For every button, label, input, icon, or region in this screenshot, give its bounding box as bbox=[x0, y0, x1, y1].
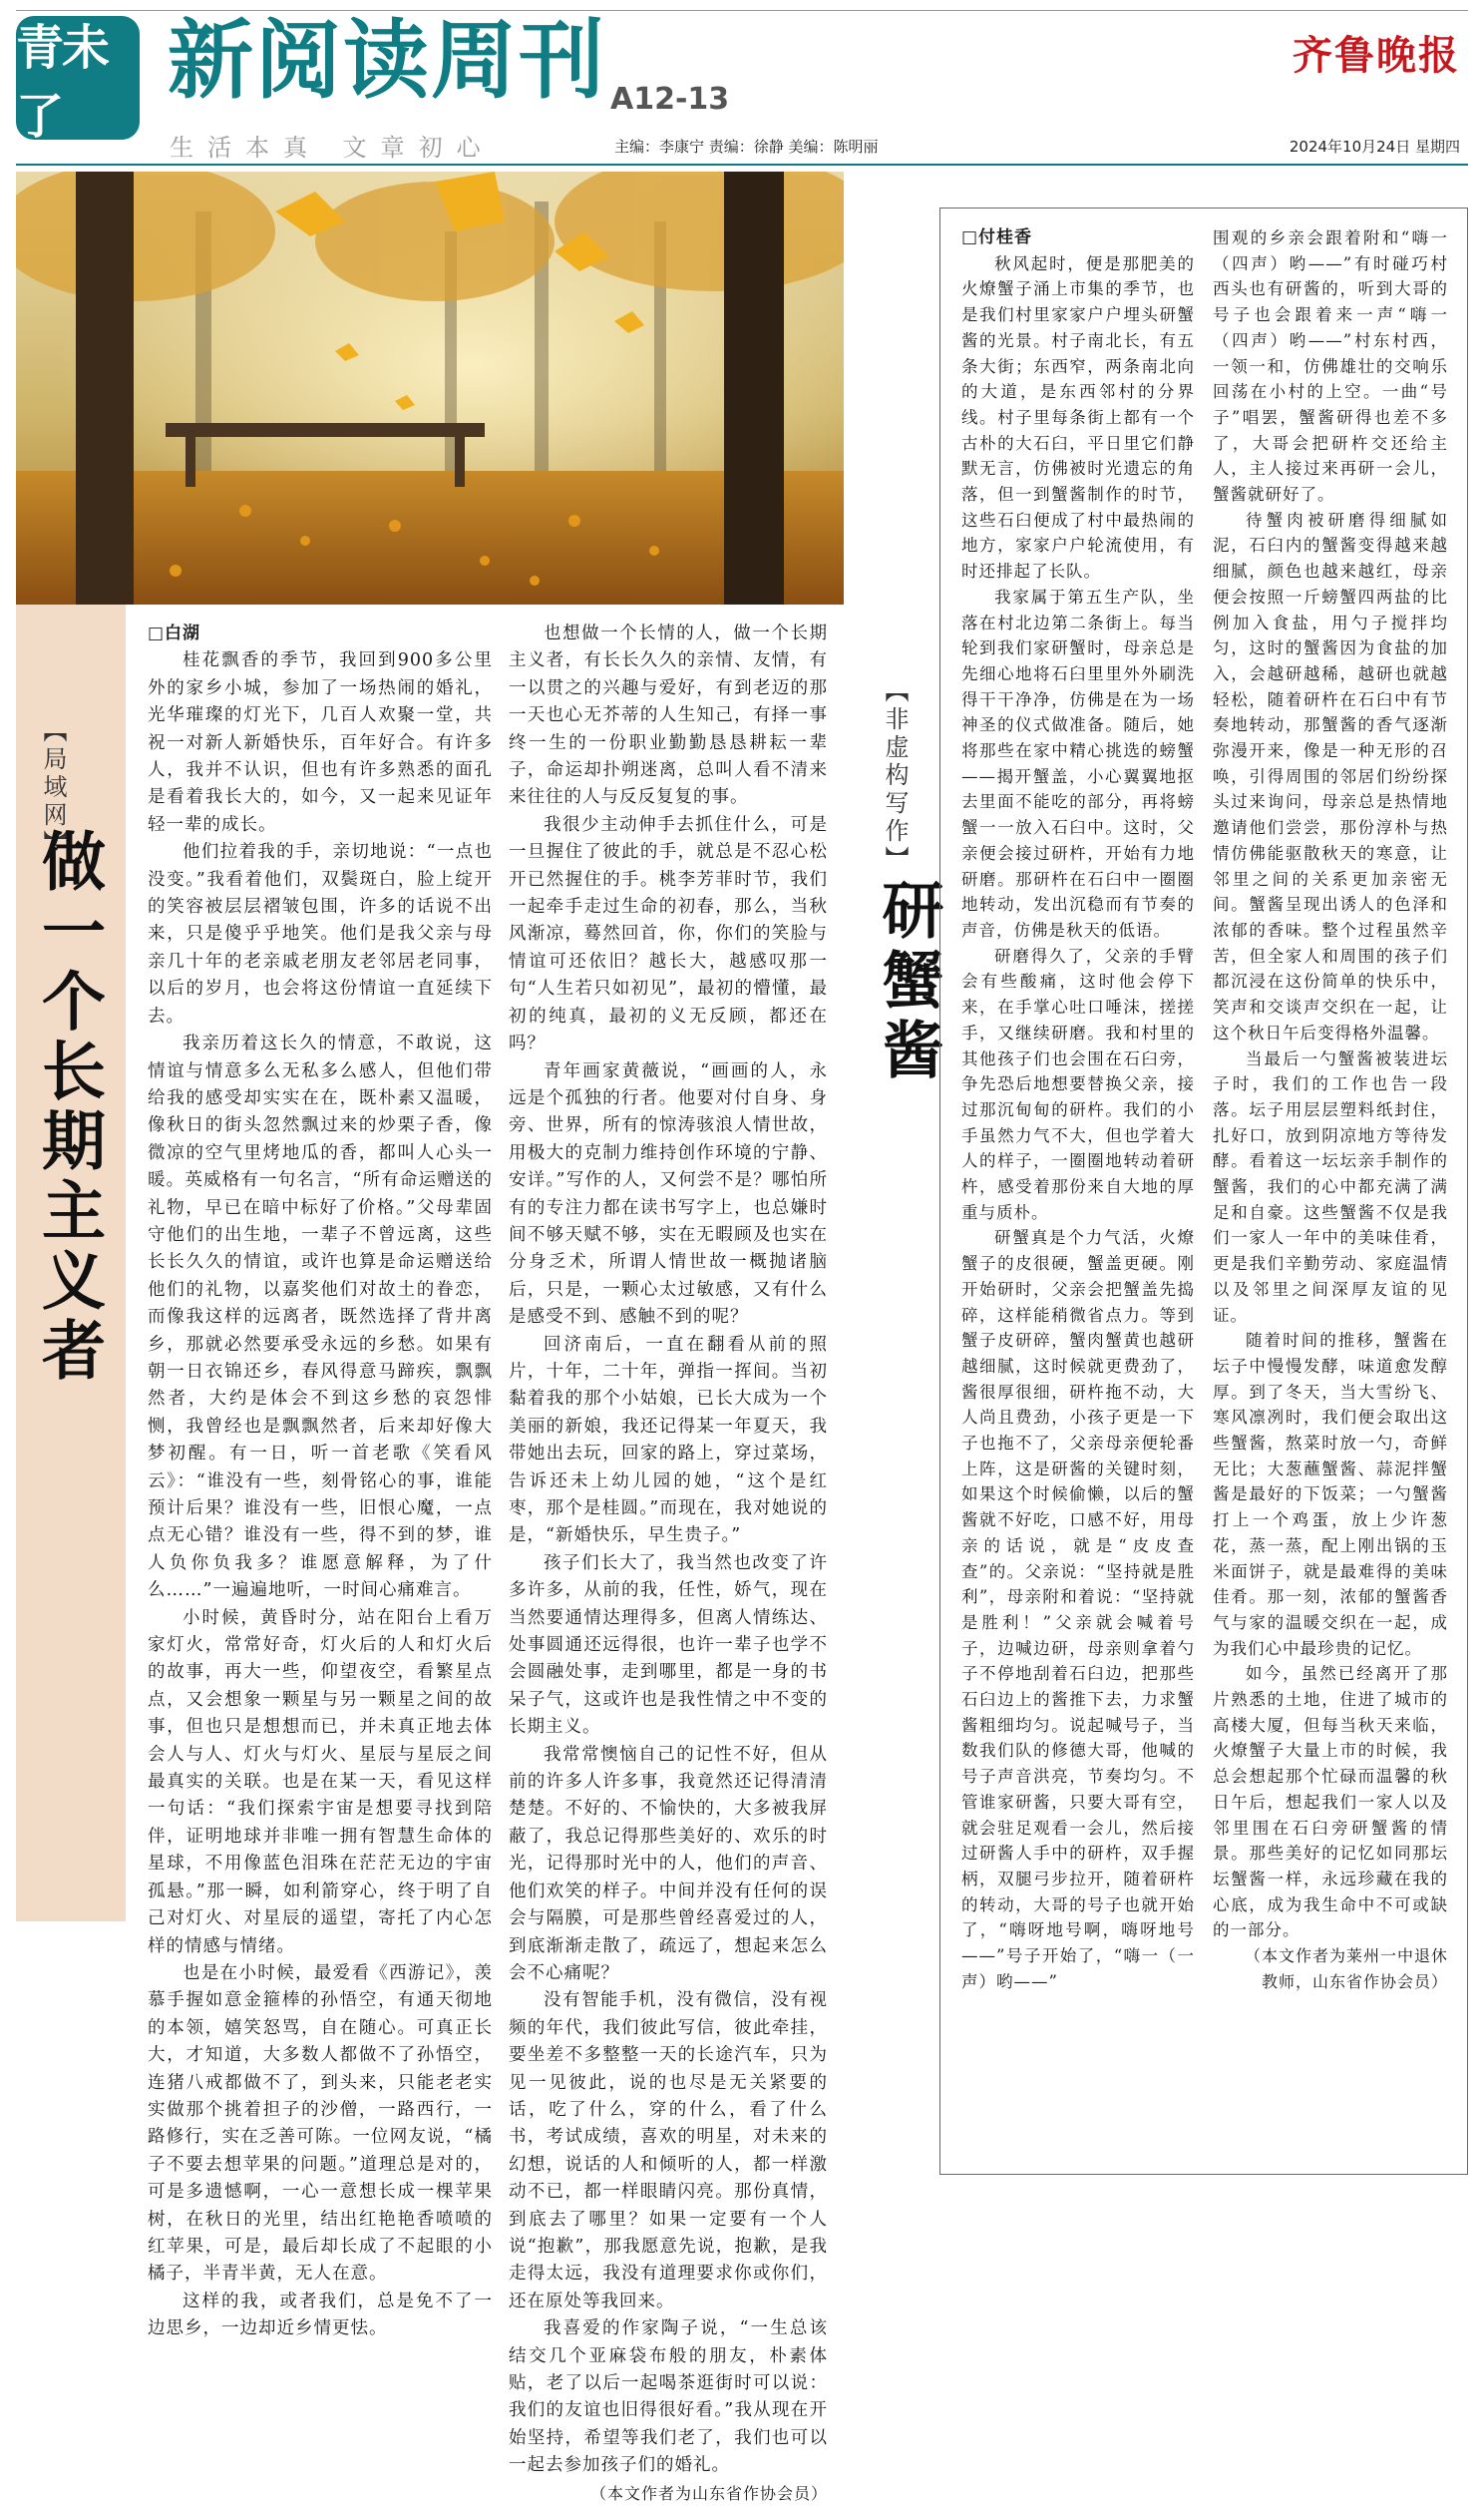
right-byline: □付桂香 bbox=[961, 227, 1033, 247]
paragraph: 也是在小时候，最爱看《西游记》，羡慕手握如意金箍棒的孙悟空，有通天彻地的本领，嬉笑怒骂，自在随心。可真正长大，才知道，大多数人都做不了孙悟空，连猪八戒都做不了，到头来，只能老老实实做那个挑着担子的沙僧，一路西行，一路修行，实在乏善可陈。一位网友说，“橘子不要去想苹果的问题。”道理总是对的，可是多遗憾啊，一心一意想长成一棵苹果树，在秋日的光里，结出红艳艳香喷喷的红苹果，可是，最后却长成了不起眼的小橘子，半青半黄，无人在意。 bbox=[148, 1962, 493, 2285]
paragraph: 如今，虽然已经离开了那片熟悉的土地，住进了城市的高楼大厦，但每当秋天来临，火燎蟹子大量上市的时候，我总会想起那个忙碌而温馨的秋日午后，想起我们一家人以及邻里围在石臼旁研蟹酱的情景。那些美好的记忆如同那坛坛蟹酱一样，永远珍藏在我的心底，成为我生命中不可或缺的一部分。 bbox=[1213, 1664, 1448, 1940]
right-article-title: 研蟹酱 bbox=[872, 878, 944, 1087]
paragraph: 我家属于第五生产队，坐落在村北边第二条街上。每当轮到我们家研蟹时，母亲总是先细心地将石臼里里外外刷洗得干干净净，仿佛是在为一场神圣的仪式做准备。随后，她将那些在家中精心挑选的螃蟹——揭开蟹盖，小心翼翼地抠去里面不能吃的部分，再将螃蟹一一放入石臼中。这时，父亲便会接过研杵，开始有力地研磨。那研杵在石臼中一圈圈地转动，发出沉稳而有节奏的声音，仿佛是秋天的低语。 bbox=[961, 587, 1195, 940]
page-code: A12-13 bbox=[610, 82, 730, 117]
autumn-park-photo bbox=[16, 172, 844, 605]
paragraph: 随着时间的推移，蟹酱在坛子中慢慢发酵，味道愈发醇厚。到了冬天，当大雪纷飞、寒风凛冽时，我们便会取出这些蟹酱，熬菜时放一勺，奇鲜无比；大葱蘸蟹酱、蒜泥拌蟹酱是最好的下饭菜；一勺蟹酱打上一个鸡蛋，放上少许葱花，蒸一蒸，配上刚出锅的玉米面饼子，就是最难得的美味佳肴。那一刻，浓郁的蟹酱香气与家的温暖交织在一起，成为我们心中最珍贵的记忆。 bbox=[1213, 1331, 1448, 1658]
left-column-tag: 【局域网】 bbox=[39, 718, 67, 858]
left-author-note: （本文作者为山东省作协会员） bbox=[589, 2483, 828, 2503]
editor-credits: 主编：李康宁 责编：徐静 美编：陈明丽 bbox=[614, 138, 879, 156]
paragraph: 我喜爱的作家陶子说，“一生总该结交几个亚麻袋布般的朋友，朴素体贴，老了以后一起喝茶逛街时可以说：我们的友谊也旧得很好看。”我从现在开始坚持，希望等我们老了，我们也可以一起去参加孩子们的婚礼。 bbox=[509, 2318, 828, 2476]
paragraph: 待蟹肉被研磨得细腻如泥，石臼内的蟹酱变得越来越细腻，颜色也越来越红，母亲便会按照一斤螃蟹四两盐的比例加入食盐，用勺子搅拌均匀，这时的蟹酱因为食盐的加入，会越研越稀，越研也就越轻松，随着研杵在石臼中有节奏地转动，那蟹酱的香气逐渐弥漫开来，像是一种无形的召唤，引得周围的邻居们纷纷探头过来询问，母亲总是热情地邀请他们尝尝，那份淳朴与热情仿佛能驱散秋天的寒意，让邻里之间的关系更加亲密无间。蟹酱呈现出诱人的色泽和浓郁的香味。整个过程虽然辛苦，但全家人和周围的孩子们都沉浸在这份简单的快乐中，笑声和交谈声交织在一起，让这个秋日午后变得格外温馨。 bbox=[1213, 510, 1448, 1043]
paragraph: 孩子们长大了，我当然也改变了许多许多，从前的我，任性，娇气，现在当然要通情达理得多，但离人情练达、处事圆通还远得很，也许一辈子也学不会圆融处事，走到哪里，都是一身的书呆子气，这或许也是我性情之中不变的长期主义。 bbox=[509, 1552, 828, 1738]
paragraph: 研蟹真是个力气活，火燎蟹子的皮很硬，蟹盖更硬。刚开始研时，父亲会把蟹盖先捣碎，这样能稍微省点力。等到蟹子皮研碎，蟹肉蟹黄也越研越细腻，这时候就更费劲了，酱很厚很细，研杵拖不动，大人尚且费劲，小孩子更是一下子也拖不了，父亲母亲便轮番上阵，这是研酱的关键时刻，如果这个时候偷懒，以后的蟹酱就不好吃，口感不好，用母亲的话说，就是“皮皮查查”的。父亲说：“坚持就是胜利”，母亲附和着说：“坚持就是胜利！”父亲就会喊着号子，边喊边研，母亲则拿着勺子不停地刮着石臼边，把那些石臼边上的酱推下去，力求蟹酱粗细均匀。说起喊号子，当数我们队的修德大哥，他喊的号子声音洪亮，节奏均匀。不管谁家研酱，只要大哥有空，就会驻足观看一会儿，然后接过研酱人手中的研杵，双手握柄，双腿弓步拉开，随着研杵的转动，大哥的号子也就开始了，“嗨呀地号啊，嗨呀地号——”号子开始了，“嗨一（一声）哟——” bbox=[961, 1228, 1195, 1991]
right-article-col-1 bbox=[961, 225, 1195, 1995]
slogan: 生活本真 文章初心 bbox=[170, 134, 495, 162]
paragraph: 我很少主动伸手去抓住什么，可是一旦握住了彼此的手，就总是不忍心松开已然握住的手。桃李芳菲时节，我们一起牵手走过生命的初春，那么，当秋风渐凉，蓦然回首，你，你们的笑脸与情谊可还依旧？越长大，越感叹那一句“人生若只如初见”，最初的懵懂，最初的纯真，最初的义无反顾，都还在吗？ bbox=[509, 814, 828, 1054]
right-column-tag: 【非虚构写作】 bbox=[881, 678, 909, 874]
paragraph: 回济南后，一直在翻看从前的照片，十年，二十年，弹指一挥间。当初黏着我的那个小姑娘，已长大成为一个美丽的新娘，我还记得某一年夏天，我带她出去玩，回家的路上，穿过菜场，告诉还未上幼儿园的她，“这个是红枣，那个是桂圆。”而现在，我对她说的是，“新婚快乐，早生贵子。” bbox=[509, 1334, 828, 1546]
paragraph: 我常常懊恼自己的记性不好，但从前的许多人许多事，我竟然还记得清清楚楚。不好的、不愉快的，大多被我屏蔽了，我总记得那些美好的、欢乐的时光，记得那时光中的人，他们的声音、他们欢笑的样子。中间并没有任何的误会与隔膜，可是那些曾经喜爱过的人，到底渐渐走散了，疏远了，想起来怎么会不心痛呢？ bbox=[509, 1744, 828, 1983]
issue-date: 2024年10月24日 星期四 bbox=[1289, 138, 1460, 156]
paragraph: 秋风起时，便是那肥美的火燎蟹子涌上市集的季节，也是我们村里家家户户埋头研蟹酱的光景。村子南北长，有五条大街；东西窄，两条南北向的大道，是东西邻村的分界线。村子里每条街上都有一个古朴的大石臼，平日里它们静默无言，仿佛被时光遗忘的角落，但一到蟹酱制作的时节，这些石臼便成了村中最热闹的地方，家家户户轮流使用，有时还排起了长队。 bbox=[961, 253, 1195, 582]
autumn-park-illustration bbox=[16, 172, 844, 605]
paragraph: 没有智能手机，没有微信，没有视频的年代，我们彼此写信，彼此牵挂，要坐差不多整整一天的长途汽车，只为见一见彼此，说的也尽是无关紧要的话，吃了什么，穿的什么，看了什么书，考试成绩，喜欢的明星，对未来的幻想，说话的人和倾听的人，都一样激动不已，都一样眼睛闪亮。那份真情，到底去了哪里？如果一定要有一个人说“抱歉”，那我愿意先说，抱歉，是我走得太远，我没有道理要求你或你们，还在原处等我回来。 bbox=[509, 1990, 828, 2311]
paragraph: 当最后一勺蟹酱被装进坛子时，我们的工作也告一段落。坛子用层层塑料纸封住，扎好口，放到阴凉地方等待发酵。看着这一坛坛亲手制作的蟹酱，我们的心中都充满了满足和自豪。这些蟹酱不仅是我们一家人一年中的美味佳肴，更是我们辛勤劳动、家庭温情以及邻里之间深厚友谊的见证。 bbox=[1213, 1048, 1448, 1325]
left-article-col-1 bbox=[148, 621, 493, 2343]
masthead-title: 新阅读周刊 bbox=[168, 11, 606, 111]
right-article-col-2 bbox=[1213, 225, 1448, 1995]
left-byline: □白湖 bbox=[148, 624, 201, 643]
paragraph: 这样的我，或者我们，总是免不了一边思乡，一边却近乡情更怯。 bbox=[148, 2291, 493, 2339]
paragraph: 他们拉着我的手，亲切地说：“一点也没变。”我看着他们，双鬓斑白，脸上绽开的笑容被层层褶皱包围，许多的话说不出来，只是傻乎乎地笑。他们是我父亲与母亲几十年的老亲戚老朋友老邻居老同事，以后的岁月，也会将这份情谊一直延续下去。 bbox=[148, 842, 493, 1027]
paragraph: 围观的乡亲会跟着附和“嗨一（四声）哟——”有时碰巧村西头也有研酱的，听到大哥的号子也会跟着来一声“嗨一（四声）哟——”村东村西，一领一和，仿佛雄壮的交响乐回荡在小村的上空。一曲“号子”唱罢，蟹酱研得也差不多了，大哥会把研杵交还给主人，主人接过来再研一会儿，蟹酱就研好了。 bbox=[1213, 228, 1448, 505]
paragraph: 小时候，黄昏时分，站在阳台上看万家灯火，常常好奇，灯火后的人和灯火后的故事，再大一些，仰望夜空，看繁星点点，又会想象一颗星与另一颗星之间的故事，但也只是想想而已，并未真正地去体会人与人、灯火与灯火、星辰与星辰之间最真实的关联。也是在某一天，看见这样一句话：“我们探索宇宙是想要寻找到陪伴，证明地球并非唯一拥有智慧生命体的星球，不用像蓝色泪珠在茫茫无边的宇宙孤悬。”那一瞬，如利箭穿心，终于明了自己对灯火、对星辰的遥望，寄托了内心怎样的情感与情绪。 bbox=[148, 1607, 493, 1956]
left-article-col-2 bbox=[509, 621, 828, 2507]
paragraph: 研磨得久了，父亲的手臂会有些酸痛，这时他会停下来，在手掌心吐口唾沫，搓搓手，又继续研磨。我和村里的其他孩子们也会围在石臼旁，争先恐后地想要替换父亲，接过那沉甸甸的研杵。我们的小手虽然力气不大，但也学着大人的样子，一圈圈地转动着研杵，感受着那份来自大地的厚重与质朴。 bbox=[961, 946, 1195, 1222]
newspaper-logo: 齐鲁晚报 bbox=[1293, 32, 1460, 79]
left-article-title: 做一个长期主义者 bbox=[31, 828, 105, 1387]
header-rule bbox=[16, 164, 1468, 166]
logo-text: 青未了 bbox=[16, 20, 109, 145]
paragraph: 我亲历着这长久的情意，不敢说，这情谊与情意多么无私多么感人，但他们带给我的感受却实实在在，既朴素又温暖，像秋日的街头忽然飘过来的炒栗子香，像微凉的空气里烤地瓜的香，都叫人心头一暖。英威格有一句名言，“所有命运赠送的礼物，早已在暗中标好了价格。”父母辈固守他们的出生地，一辈子不曾远离，这些长长久久的情谊，或许也算是命运赠送给他们的礼物，以嘉奖他们对故土的眷恋，而像我这样的远离者，既然选择了背井离乡，那就必然要承受永远的乡愁。如果有朝一日衣锦还乡，春风得意马蹄疾，飘飘然者，大约是体会不到这乡愁的哀怨悱恻，我曾经也是飘飘然者，后来却好像大梦初醒。有一日，听一首老歌《笑看风云》：“谁没有一些，刻骨铭心的事，谁能预计后果？谁没有一些，旧恨心魔，一点点无心错？谁没有一些，得不到的梦，谁人负你负我多？谁愿意解释，为了什么……”一遍遍地听，一时间心痛难言。 bbox=[148, 1034, 493, 1601]
paragraph: 也想做一个长情的人，做一个长期主义者，有长长久久的亲情、友情，有一以贯之的兴趣与爱好，有到老迈的那一天也心无芥蒂的人生知己，有择一事终一生的一份职业勤勤恳恳耕耘一辈子，命运却扑朔迷离，总叫人看不清来来往往的人与反反复复的事。 bbox=[509, 624, 828, 808]
logo-badge bbox=[16, 16, 140, 145]
right-author-note: （本文作者为莱州一中退休教师，山东省作协会员） bbox=[1245, 1946, 1449, 1991]
paragraph: 青年画家黄薇说，“画画的人，永远是个孤独的行者。他要对付自身、身旁、世界，所有的惊涛骇浪人情世故，用极大的克制力维持创作环境的宁静、安详。”写作的人，又何尝不是？哪怕所有的专注力都在读书写字上，也总嫌时间不够天赋不够，实在无暇顾及也实在分身乏术，所谓人情世故一概抛诸脑后，只是，一颗心太过敏感，又有什么是感受不到、感触不到的呢？ bbox=[509, 1060, 828, 1328]
paragraph: 桂花飘香的季节，我回到900多公里外的家乡小城，参加了一场热闹的婚礼，光华璀璨的灯光下，几百人欢聚一堂，共祝一对新人新婚快乐，百年好合。有许多人，我并不认识，但也有许多熟悉的面孔是看着我长大的，如今，又一起来见证年轻一辈的成长。 bbox=[148, 650, 493, 835]
